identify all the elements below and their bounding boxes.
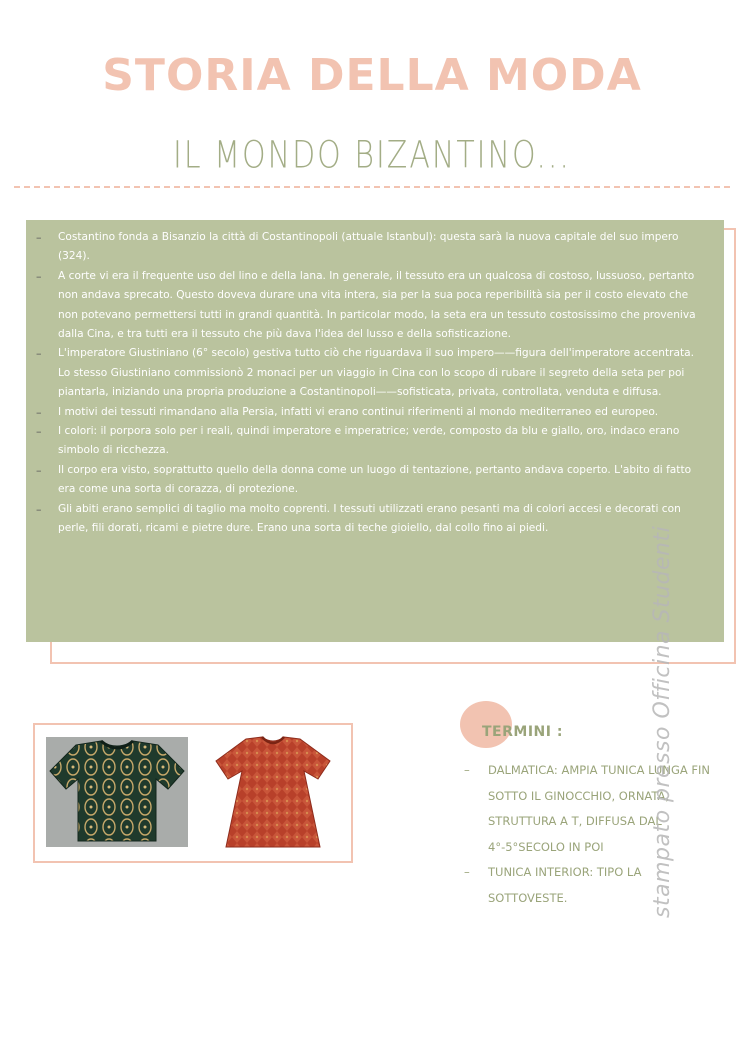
dash-icon: – (464, 865, 470, 879)
dashed-divider (14, 186, 730, 188)
dash-icon: – (36, 231, 42, 244)
page-subtitle: IL MONDO BIZANTINO... (173, 133, 571, 178)
list-item: – I motivi dei tessuti rimandano alla Persia, infatti vi erano continui riferimenti al mondo mediterraneo ed europeo. (30, 403, 706, 422)
list-item: – TUNICA INTERIOR: TIPO LA SOTTOVESTE. (464, 860, 714, 911)
watermark: stampato presso Officina Studenti (650, 525, 675, 918)
list-item: – Il corpo era visto, soprattutto quello della donna come un luogo di tentazione, pertanto andava coperto. L'abito di fatto era come una sorta di corazza, di protezione. (30, 461, 706, 500)
dash-icon: – (464, 763, 470, 777)
dash-icon: – (36, 405, 42, 419)
red-dalmatica-icon (212, 735, 334, 850)
list-item: – I colori: il porpora solo per i reali, quindi imperatore e imperatrice; verde, composto da blu e giallo, oro, indaco erano simbolo di ricchezza. (30, 422, 706, 461)
green-tunic-icon (46, 737, 188, 847)
dash-icon: – (36, 463, 42, 477)
red-dalmatica-image (212, 735, 334, 850)
green-tunic-image (46, 737, 188, 847)
bullet-list (30, 228, 706, 539)
list-item: – Gli abiti erano semplici di taglio ma molto coprenti. I tessuti utilizzati erano pesanti ma di colori accesi e decorati con perle, fili dorati, ricami e pietre dure. Erano una sorta di teche gioiello, dal collo fino ai piedi. (30, 500, 706, 539)
list-item: – A corte vi era il frequente uso del lino e della lana. In generale, il tessuto era un qualcosa di costoso, lussuoso, pertanto non andava sprecato. Questo doveva durare una vita intera, sia per la sua poca reperibilità sia per il costo elevato che non potevano permettersi tutti in grandi quantità. In particolar modo, la seta era un tessuto costosissimo che proveniva dalla Cina, e tra tutti era il tessuto che più dava l'idea del lusso e della sofisticazione. (30, 267, 706, 345)
dash-icon: – (36, 347, 42, 361)
termini-list (464, 758, 714, 911)
dash-icon: – (36, 269, 42, 283)
list-item: – Costantino fonda a Bisanzio la città di Costantinopoli (attuale Istanbul): questa sarà la nuova capitale del suo impero (324). (30, 228, 706, 267)
dash-icon: – (36, 502, 42, 516)
termini-title: TERMINI : (482, 724, 563, 740)
list-item: – DALMATICA: AMPIA TUNICA LUNGA FIN SOTTO IL GINOCCHIO, ORNATA, STRUTTURA A T, DIFFUSA DAL 4°-5°SECOLO IN POI (464, 758, 714, 860)
dash-icon: – (36, 425, 42, 439)
page-title: STORIA DELLA MODA (102, 50, 642, 101)
list-item: – L'imperatore Giustiniano (6° secolo) gestiva tutto ciò che riguardava il suo impero——figura dell'imperatore accentrata. Lo stesso Giustiniano commissionò 2 monaci per un viaggio in Cina con lo scopo di rubare il segreto della seta per poi piantarla, iniziando una propria produzione a Costantinopoli——sofisticata, privata, controllata, venduta e diffusa. (30, 344, 706, 402)
